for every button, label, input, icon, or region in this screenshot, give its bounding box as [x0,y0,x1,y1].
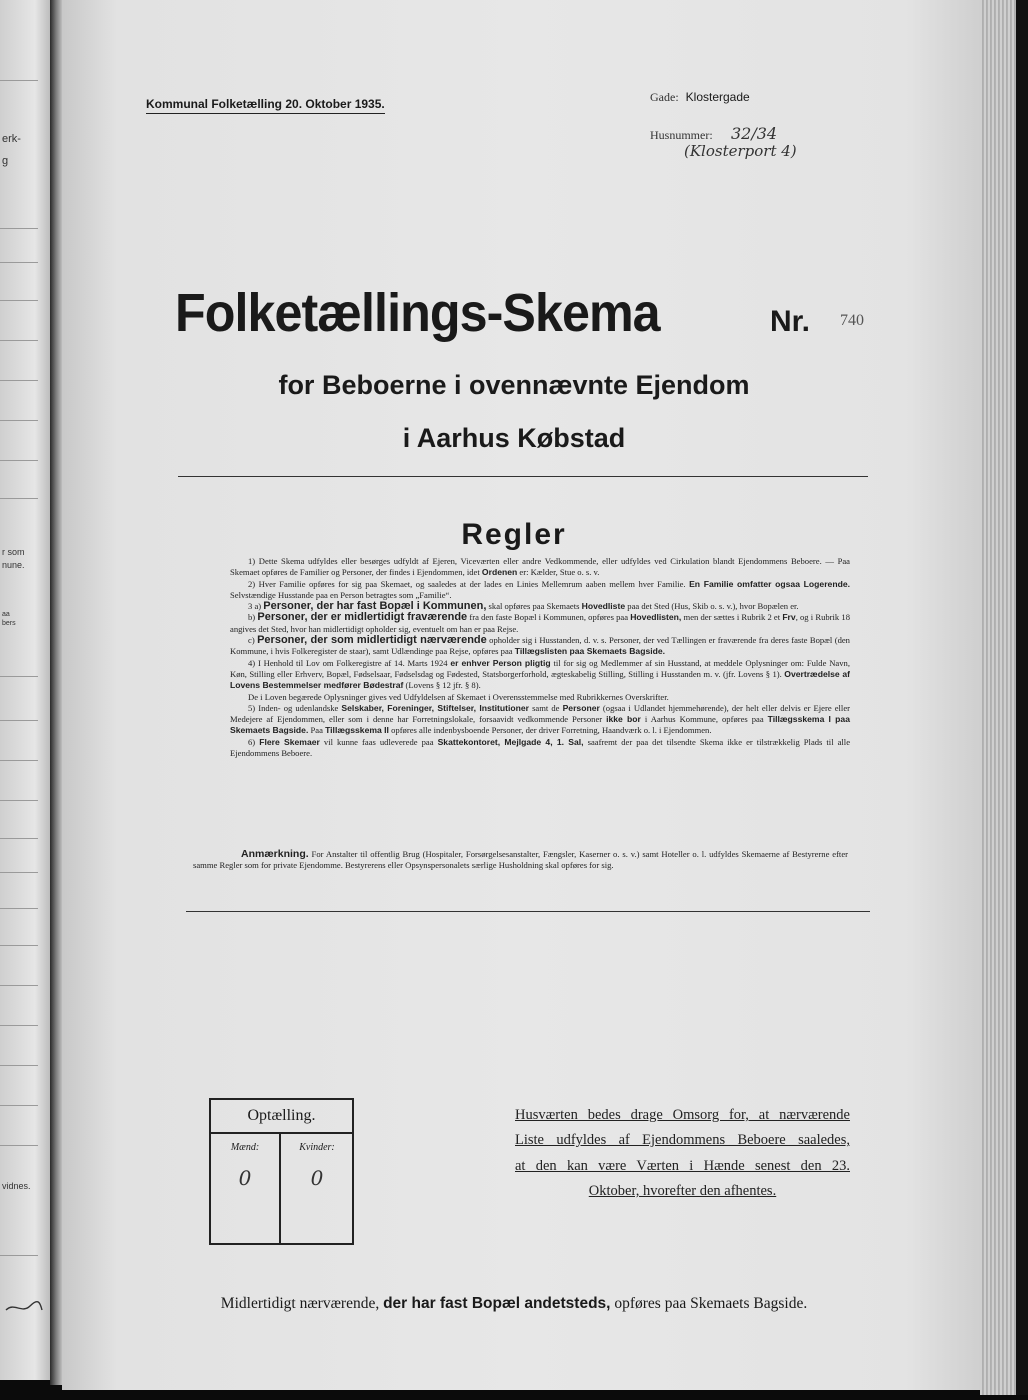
house-number-label: Husnummer: [650,128,713,142]
margin-rule [0,1105,38,1106]
count-box [209,1098,354,1245]
house-number-field [650,124,797,160]
rule-4: 4) I Henhold til Lov om Folkeregistre af 14. Marts 1924 er enhver Person pligtig til for sig og Medlemmer af sin Husstand, at meddele Oplysninger om: Fulde Navn, Køn, Stilling eller Erhverv, Bopæl, Fødselsaar, Fødselsdag og Fødested, Statsborgerforhold, ægteskabelig Stilling, Stilling i Husstanden m. v. (jfr. Lovens § 1). Overtrædelse af Lovens Bestemmelser medfører Bødestraf (Lovens § 12 jfr. § 8). [230,657,850,691]
count-heading: Optælling. [211,1100,352,1134]
host-notice-line: Oktober, hvorefter den afhentes. [588,1183,777,1200]
divider [186,911,870,912]
street-field [650,90,750,105]
margin-rule [0,460,38,461]
rule-3a: 3 a) Personer, der har fast Bopæl i Kommunen, skal opføres paa Skemaets Hovedliste paa det Sted (Hus, Skib o. s. v.), hvor Bopælen er. [248,600,799,613]
margin-fragment: aa [2,611,10,618]
margin-rule [0,1065,38,1066]
form-subtitle: for Beboerne i ovennævnte Ejendom [278,370,750,400]
margin-rule [0,1145,38,1146]
divider [178,476,868,477]
form-title: Folketællings-Skema [175,283,660,343]
men-count: 0 [238,1166,252,1190]
form-number-label: Nr. [770,305,811,338]
host-notice-line: Husværten bedes drage Omsorg for, at nærværende [515,1107,850,1123]
footer-part: Midlertidigt nærværende, [220,1295,380,1312]
margin-rule [0,1255,38,1256]
street-label: Gade: [650,90,679,104]
margin-fragment: vidnes. [2,1181,31,1191]
remark-text: For Anstalter til offentlig Brug (Hospitaler, Forsørgelsesanstalter, Fængsler, Kaserner o. s. v.) samt Hoteller o. l. udfyldes Skemaerne af Bestyrerne efter samme Regler som for private Ejendomme. Bestyrerens eller Opsynspersonalets særlige Husholdning skal opføres for sig. [193,849,848,871]
margin-fragment: r som [2,547,25,557]
margin-rule [0,908,38,909]
book-gutter [50,0,62,1385]
street-value: Klostergade [685,90,750,104]
margin-rule [0,498,38,499]
footer-part: opføres paa Skemaets Bagside. [614,1295,808,1312]
house-number-note: (Klosterport 4) [684,142,797,160]
margin-rule [0,760,38,761]
margin-rule [0,228,38,229]
previous-page-edge [0,0,50,1380]
margin-rule [0,80,38,81]
rule-5: 5) Inden- og udenlandske Selskaber, Foreninger, Stiftelser, Institutioner samt de Personer (ogsaa i Udlandet hjemmehørende), der helt eller delvis er Ejere eller Medejere af Ejendommen, eller som i denne har Forretningslokale, forsaavidt vedkommende Personer ikke bor i Aarhus Kommune, opføres paa Tillægsskema I paa Skemaets Bagside. Paa Tillægsskema II opføres alle indenbysboende Personer, der driver Forretning, Haandværk o. l. i Ejendommen. [230,702,850,736]
rule-3b: b) Personer, der er midlertidigt fraværende fra den faste Bopæl i Kommunen, opføres paa Hovedlisten, men der sættes i Rubrik 2 et Frv, og i Rubrik 18 angives det Sted, hvor han midlertidigt opholder sig, eventuelt om han er paa Rejse. [230,611,850,634]
margin-rule [0,720,38,721]
stacked-page-edges [980,0,1028,1395]
margin-rule [0,300,38,301]
rules-heading: Regler [461,518,567,551]
count-divider [279,1134,281,1243]
margin-rule [0,985,38,986]
margin-rule [0,838,38,839]
footer-note [0,1295,1028,1313]
rules-text [230,556,850,759]
margin-rule [0,262,38,263]
margin-rule [0,945,38,946]
women-count: 0 [310,1166,324,1190]
footer-part-bold: der har fast Bopæl andetsteds, [383,1295,611,1312]
margin-fragment: erk- [2,133,21,145]
rule-6: 6) Flere Skemaer vil kunne faas udleverede paa Skattekontoret, Mejlgade 4, 1. Sal, saafremt der paa det tilsendte Skema ikke er tilstrækkelig Plads til alle Ejendommens Beboere. [230,736,851,759]
margin-fragment: bers [2,620,16,627]
margin-rule [0,800,38,801]
host-notice-line: Liste udfyldes af Ejendommens Beboere saaledes, [515,1132,850,1149]
margin-fragment: nune. [2,560,25,570]
rule-1: 1) Dette Skema udfyldes eller besørges udfyldt af Ejeren, Viceværten eller andre Vedkommende, eller udfyldes ved Cirkulation blandt Ejendommens Beboere. — Paa Skemaet opføres de Familier og Personer, der findes i Ejendommen, idet Ordenen er: Kælder, Stue o. s. v. [230,556,850,578]
margin-rule [0,872,38,873]
house-number-value: 32/34 [731,124,778,143]
rule-2: 2) Hver Familie opføres for sig paa Skemaet, og saaledes at der lades en Linies Mellemrum aaben mellem hver Familie. En Familie omfatter ogsaa Logerende. Selvstændige Husstande paa en Person betragtes som „Familie“. [230,578,850,600]
margin-rule [0,676,38,677]
form-number-value: 740 [840,312,864,329]
form-location: i Aarhus Købstad [402,423,626,453]
host-notice [515,1103,850,1205]
margin-rule [0,1025,38,1026]
census-header: Kommunal Folketælling 20. Oktober 1935. [146,97,385,114]
margin-rule [0,420,38,421]
rule-3c: c) Personer, der som midlertidigt nærværende opholder sig i Husstanden, d. v. s. Personer, der ved Tællingen er fraværende fra deres faste Bopæl (den Kommune, i hvis Folkeregister de staar), samt Udlændinge paa Rejse, opføres paa Tillægslisten paa Skemaets Bagside. [230,634,850,657]
women-label: Kvinder: [299,1142,335,1153]
host-notice-line: at den kan være Værten i Hænde senest den 23. [515,1157,850,1174]
rule-4-note: De i Loven begærede Oplysninger gives ved Udfyldelsen af Skemaet i Overensstemmelse med Rubrikkernes Overskrifter. [248,691,669,702]
remark-paragraph [193,849,848,872]
men-label: Mænd: [230,1142,260,1153]
margin-rule [0,340,38,341]
margin-fragment: g [2,155,9,167]
remark-label: Anmærkning. [241,848,309,860]
